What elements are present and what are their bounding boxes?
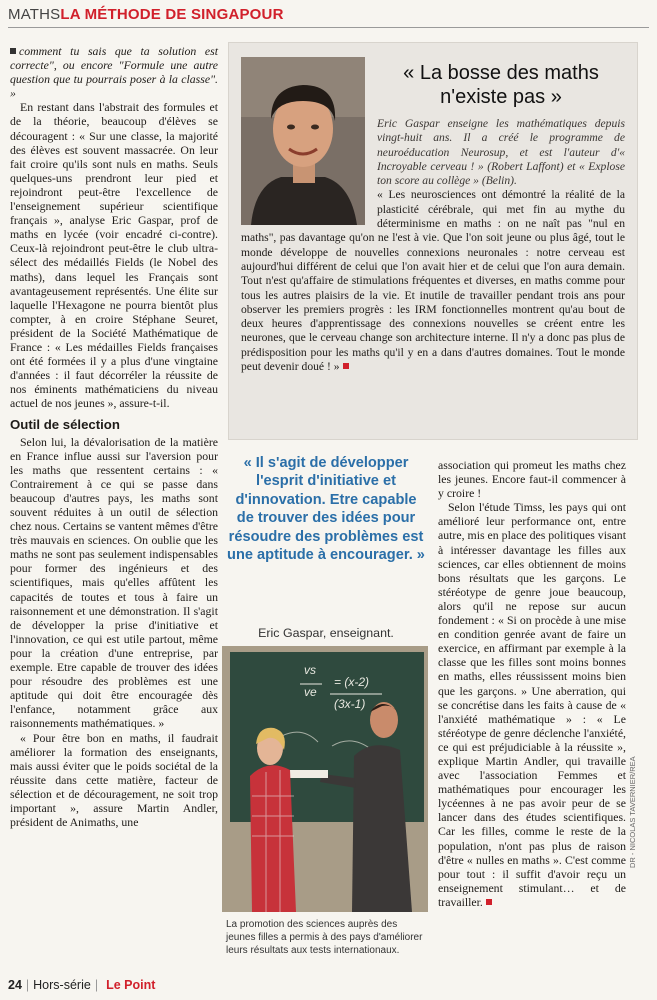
footer-separator: | bbox=[25, 978, 30, 992]
board-text: = (x-2) bbox=[334, 675, 370, 689]
footer-label: Hors-série bbox=[33, 978, 91, 992]
paragraph: Selon lui, la dévalorisation de la matière en France influe aussi sur l'aversion pour les maths que ressentent certains : « Contrairement à ce qui se passe dans beaucoup d'autres pays, les maths sont souvent réduites à un outil de sélection chez nous. Certains se vantent mêmes d'être très mauvais en sciences. On oublie que les maths ne sont pas seulement indispensables pour former des ingénieurs et des scientifiques, mais qu'elles affûtent les capacités de toutes et tous à faire un raisonnement et une démonstration. Il s'agit de développer la prise d'initiative et l'innovation, ce qui est utile partout, même pour la création d'une entreprise, par exemple. Etre capable de trouver des idées pour résoudre des problèmes est une aptitude qui doit être encouragée dès l'enfance, notamment grâce aux raisonnements mathématiques. » bbox=[10, 434, 218, 731]
paragraph: En restant dans l'abstrait des formules et de la théorie, beaucoup d'élèves se découragent : « Sur une classe, la majorité des élèves est souvent massacrée. On leur fait croire qu'ils sont nuls en maths. Seuls quelques-uns prendront leur pied et rejoindront peut-être l'excellence de l'enseignement supérieur scientifique français », analyse Eric Gaspar, prof de maths en lycée (voir encadré ci-contre). Ceux-là rejoindront peut-être le club ultra-sélect des médaillés Fields (le Nobel des maths), dans lequel les Français sont avantageusement représentés. Une élite sur laquelle l'Hexagone ne pourra bientôt plus compter, à en croire Stéphane Seuret, président de la Société Mathématique de France : « Les médailles Fields françaises ont été formées il y a plus d'une vingtaine d'années : il faut décorréler la réussite de nos éminents mathématiciens du niveau actuel de nos jeunes », assure-t-il. bbox=[10, 100, 218, 411]
box-title: « La bosse des maths n'existe pas » bbox=[403, 62, 599, 108]
paragraph bbox=[10, 44, 218, 100]
paragraph bbox=[438, 500, 626, 909]
end-mark-icon bbox=[486, 899, 492, 905]
square-bullet-icon bbox=[10, 48, 16, 54]
classroom-photo bbox=[222, 646, 428, 912]
end-mark-icon bbox=[343, 363, 349, 369]
paragraph-text: Selon l'étude Timss, les pays qui ont amélioré leur performance ont, entre autre, mis en place des politiques visant à intéresser davantage les filles aux sciences, car elles obtiennent de moins bons résultats que les garçons. Le stéréotype de genre joue beaucoup, alors qu'il ne repose sur aucun fondement : « Si on procède à une mise en condition genrée avant de faire un exercice, en affirmant par exemple à la classe que les filles sont moins bonnes en maths, elles réussissent moins bien que les garçons. » Une aberration, qui se concrétise dans les faits à cause de « l'anxiété mathématique » : « Le stéréotype de genre déclenche l'anxiété, ce qui est préjudiciable à la réussite », explique Martin Andler, qui travaille avec l'association Femmes et mathématiques pour encourager les lycéennes à ne pas avoir peur de se lancer dans des études scientifiques. Car les filles, comme le reste de la population, n'ont pas plus de raison d'être « nulles en maths ». C'est comme pour tout : il suffit d'avoir reçu un enseignement stimulant… et de travailler. bbox=[438, 500, 626, 909]
interview-box bbox=[228, 42, 638, 440]
pull-quote-author: Eric Gaspar, enseignant. bbox=[258, 626, 394, 640]
running-header bbox=[8, 6, 284, 23]
page-title: LA MÉTHODE DE SINGAPOUR bbox=[60, 6, 284, 23]
board-text: ve bbox=[304, 685, 317, 699]
paragraph: association qui promeut les maths chez les jeunes. Encore faut-il commencer à y croire ! bbox=[438, 458, 626, 501]
board-text: (3x-1) bbox=[334, 697, 366, 711]
page-number: 24 bbox=[8, 978, 22, 992]
photo-caption: La promotion des sciences auprès des jeunes filles a permis à des pays d'améliorer leurs résultats aux tests internationaux. bbox=[226, 919, 423, 956]
page-footer bbox=[8, 978, 155, 992]
article-column-right bbox=[438, 458, 626, 909]
box-quote-text: « Les neurosciences ont démontré la réalité de la plasticité cérébrale, qui met fin au mythe du déterminisme en maths : on ne naît pas "nul en maths", pas davantage qu'on ne l'est à vie. Que l'on soit jeune ou plus âgé, tout le monde développe de nouvelles connexions neuronales : notre cerveau est aujourd'hui différent de celui que l'on avait hier et de celui que l'on aura demain. Tout n'est qu'affaire de stimulations fréquentes et diverses, en maths comme pour tous les autres plaisirs de la vie. Et inutile de travailler pendant trois ans pour observer les premiers progrès : les IRM fonctionnelles montrent qu'au bout de deux heures d'apprentissage des connexions nouvelles se créent entre les neurones, que le cerveau change son architecture interne. Il n'y a donc pas plus de prédisposition pour les maths qu'il y en a dans d'autres domaines. Tout le monde peut devenir doué ! » bbox=[241, 188, 625, 374]
box-text bbox=[241, 53, 625, 374]
article-column-left bbox=[10, 44, 218, 829]
paragraph-text: comment tu sais que ta solution est correcte", ou encore "Formule une autre question que tu pourrais poser à la classe". » bbox=[10, 44, 218, 101]
pull-quote: « Il s'agit de développer l'esprit d'initiative et d'innovation. Etre capable de trouver des idées pour résoudre des problèmes est une aptitude à encourager. » bbox=[227, 455, 425, 564]
subheading: Outil de sélection bbox=[10, 417, 120, 433]
box-intro: Eric Gaspar enseigne les mathématiques depuis vingt-huit ans. Il a créé le programme de neuroéducation Neurosup, et est l'auteur d'« Incroyable cerveau ! » (Robert Laffont) et « Explose ton score au collège » (Belin). bbox=[377, 117, 625, 188]
header-rule bbox=[8, 27, 649, 28]
footer-separator: | bbox=[94, 978, 99, 992]
classroom-illustration bbox=[222, 646, 428, 912]
board-text: vs bbox=[304, 663, 316, 677]
magazine-brand: Le Point bbox=[106, 978, 156, 992]
section-label: MATHS bbox=[8, 6, 61, 23]
paragraph: « Pour être bon en maths, il faudrait améliorer la formation des enseignants, mais aussi éviter que le poids sociétal de la réussite dans cette matière, facteur de sélection et de découragement, ne soit trop important », assure Martin Andler, président de Animaths, une bbox=[10, 730, 218, 830]
photo-credit: DR - NICOLAS TAVERNIER/REA bbox=[628, 756, 637, 868]
